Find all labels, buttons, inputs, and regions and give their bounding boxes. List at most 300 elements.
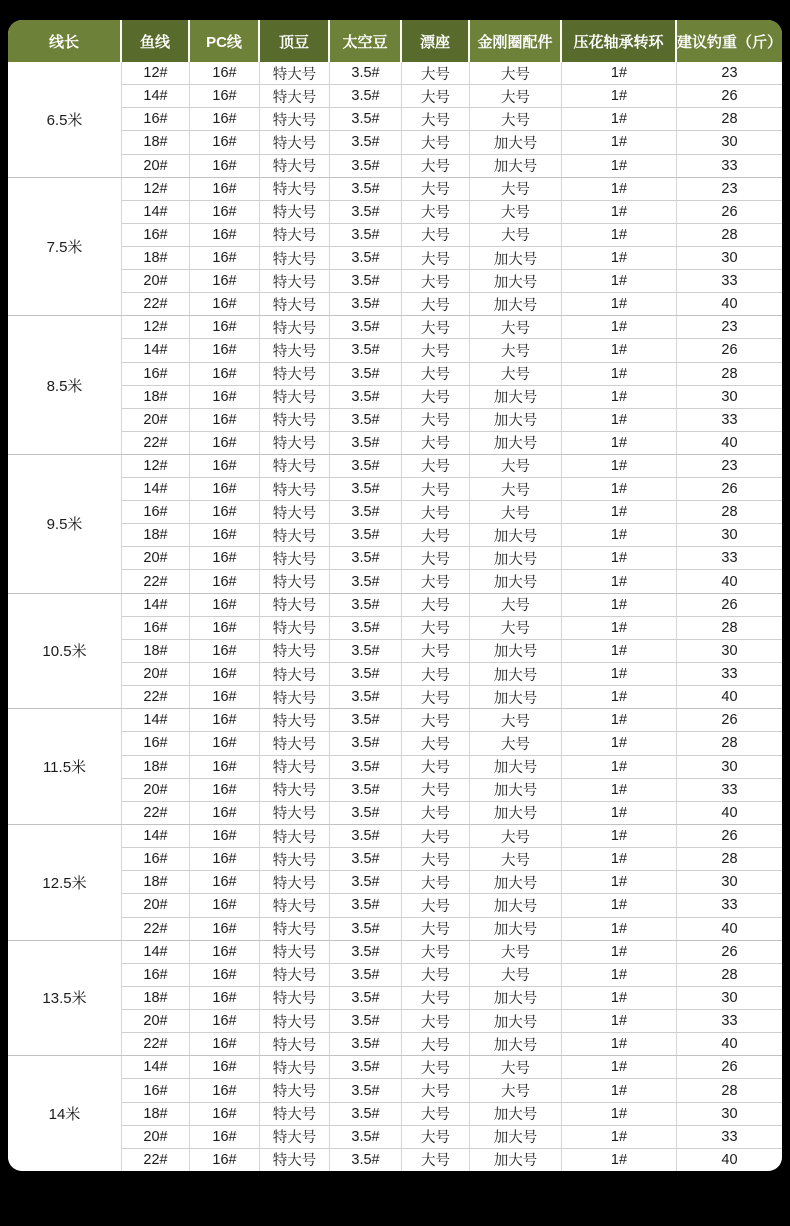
spec-cell: 大号 <box>402 201 470 223</box>
spec-cell: 特大号 <box>260 918 330 940</box>
spec-cell: 1# <box>562 825 677 847</box>
spec-cell: 16# <box>190 432 260 454</box>
spec-cell: 大号 <box>402 1033 470 1055</box>
spec-cell: 1# <box>562 62 677 84</box>
spec-cell: 大号 <box>402 663 470 685</box>
spec-cell: 1# <box>562 478 677 500</box>
spec-cell: 33 <box>677 894 782 916</box>
spec-cell: 大号 <box>470 825 562 847</box>
spec-cell: 3.5# <box>330 478 402 500</box>
spec-cell: 12# <box>122 455 190 477</box>
spec-cell: 22# <box>122 1149 190 1171</box>
spec-cell: 33 <box>677 1010 782 1032</box>
group-rows <box>122 455 782 593</box>
spec-cell: 加大号 <box>470 894 562 916</box>
spec-cell: 大号 <box>402 894 470 916</box>
spec-cell: 大号 <box>402 594 470 616</box>
spec-cell: 特大号 <box>260 779 330 801</box>
spec-cell: 20# <box>122 409 190 431</box>
spec-row <box>122 431 782 454</box>
spec-cell: 3.5# <box>330 848 402 870</box>
spec-cell: 加大号 <box>470 686 562 708</box>
spec-cell: 33 <box>677 155 782 177</box>
spec-cell: 特大号 <box>260 1033 330 1055</box>
spec-row <box>122 1078 782 1101</box>
spec-cell: 26 <box>677 201 782 223</box>
spec-cell: 3.5# <box>330 1010 402 1032</box>
spec-cell: 大号 <box>470 1079 562 1101</box>
spec-cell: 20# <box>122 270 190 292</box>
header-cell-1: 鱼线 <box>122 20 190 62</box>
spec-cell: 14# <box>122 339 190 361</box>
spec-cell: 大号 <box>402 918 470 940</box>
spec-cell: 加大号 <box>470 779 562 801</box>
spec-row <box>122 639 782 662</box>
spec-cell: 16# <box>190 802 260 824</box>
spec-cell: 1# <box>562 802 677 824</box>
spec-cell: 大号 <box>402 1149 470 1171</box>
group-rows <box>122 709 782 824</box>
header-cell-0: 线长 <box>8 20 122 62</box>
spec-row <box>122 801 782 824</box>
spec-cell: 大号 <box>402 871 470 893</box>
spec-cell: 1# <box>562 1010 677 1032</box>
spec-cell: 1# <box>562 293 677 315</box>
spec-cell: 16# <box>190 108 260 130</box>
spec-cell: 1# <box>562 524 677 546</box>
spec-cell: 16# <box>190 1126 260 1148</box>
group-length-cell: 14米 <box>8 1056 122 1171</box>
spec-cell: 18# <box>122 756 190 778</box>
spec-cell: 1# <box>562 709 677 731</box>
spec-cell: 28 <box>677 617 782 639</box>
spec-cell: 大号 <box>402 547 470 569</box>
spec-row <box>122 1032 782 1055</box>
spec-cell: 特大号 <box>260 987 330 1009</box>
spec-cell: 20# <box>122 1010 190 1032</box>
spec-cell: 大号 <box>402 478 470 500</box>
spec-cell: 特大号 <box>260 501 330 523</box>
spec-cell: 1# <box>562 316 677 338</box>
spec-group <box>8 940 782 1056</box>
spec-cell: 16# <box>190 201 260 223</box>
spec-cell: 大号 <box>402 270 470 292</box>
spec-cell: 特大号 <box>260 663 330 685</box>
spec-row <box>122 755 782 778</box>
spec-cell: 特大号 <box>260 455 330 477</box>
spec-row <box>122 292 782 315</box>
spec-cell: 28 <box>677 1079 782 1101</box>
spec-cell: 1# <box>562 108 677 130</box>
spec-cell: 16# <box>190 547 260 569</box>
spec-cell: 3.5# <box>330 802 402 824</box>
spec-cell: 特大号 <box>260 524 330 546</box>
spec-cell: 1# <box>562 1149 677 1171</box>
spec-cell: 大号 <box>470 617 562 639</box>
spec-cell: 大号 <box>470 224 562 246</box>
spec-cell: 大号 <box>470 501 562 523</box>
group-rows <box>122 594 782 709</box>
spec-cell: 22# <box>122 918 190 940</box>
spec-row <box>122 455 782 477</box>
spec-cell: 33 <box>677 270 782 292</box>
group-rows <box>122 62 782 177</box>
header-cell-2: PC线 <box>190 20 260 62</box>
spec-cell: 特大号 <box>260 1126 330 1148</box>
group-rows <box>122 941 782 1056</box>
spec-cell: 大号 <box>402 409 470 431</box>
spec-cell: 大号 <box>402 640 470 662</box>
spec-cell: 14# <box>122 478 190 500</box>
spec-cell: 16# <box>190 686 260 708</box>
spec-cell: 大号 <box>402 779 470 801</box>
spec-cell: 3.5# <box>330 85 402 107</box>
spec-cell: 1# <box>562 617 677 639</box>
spec-cell: 3.5# <box>330 224 402 246</box>
spec-cell: 大号 <box>402 1126 470 1148</box>
spec-row <box>122 941 782 963</box>
spec-cell: 1# <box>562 732 677 754</box>
spec-cell: 16# <box>190 825 260 847</box>
spec-cell: 3.5# <box>330 131 402 153</box>
spec-cell: 特大号 <box>260 825 330 847</box>
spec-cell: 18# <box>122 524 190 546</box>
group-rows <box>122 825 782 940</box>
spec-cell: 20# <box>122 894 190 916</box>
spec-cell: 3.5# <box>330 732 402 754</box>
spec-cell: 3.5# <box>330 686 402 708</box>
spec-cell: 3.5# <box>330 501 402 523</box>
spec-cell: 1# <box>562 848 677 870</box>
spec-cell: 特大号 <box>260 1149 330 1171</box>
spec-cell: 16# <box>190 524 260 546</box>
spec-cell: 40 <box>677 1033 782 1055</box>
spec-cell: 1# <box>562 1079 677 1101</box>
header-cell-7: 压花轴承转环 <box>562 20 677 62</box>
spec-cell: 特大号 <box>260 941 330 963</box>
spec-cell: 大号 <box>402 131 470 153</box>
spec-cell: 16# <box>190 732 260 754</box>
spec-cell: 1# <box>562 339 677 361</box>
spec-cell: 大号 <box>402 455 470 477</box>
spec-group <box>8 1055 782 1171</box>
spec-row <box>122 778 782 801</box>
spec-row <box>122 870 782 893</box>
table-header <box>8 20 782 62</box>
spec-cell: 23 <box>677 62 782 84</box>
spec-cell: 加大号 <box>470 663 562 685</box>
spec-cell: 22# <box>122 432 190 454</box>
spec-cell: 16# <box>190 871 260 893</box>
spec-cell: 大号 <box>470 85 562 107</box>
spec-cell: 1# <box>562 640 677 662</box>
spec-cell: 1# <box>562 455 677 477</box>
spec-cell: 3.5# <box>330 62 402 84</box>
spec-cell: 1# <box>562 178 677 200</box>
spec-cell: 26 <box>677 709 782 731</box>
spec-cell: 12# <box>122 178 190 200</box>
spec-cell: 16# <box>190 848 260 870</box>
spec-cell: 28 <box>677 732 782 754</box>
spec-cell: 大号 <box>402 1010 470 1032</box>
spec-cell: 16# <box>122 964 190 986</box>
spec-cell: 大号 <box>402 941 470 963</box>
spec-cell: 特大号 <box>260 871 330 893</box>
spec-cell: 3.5# <box>330 178 402 200</box>
spec-cell: 1# <box>562 663 677 685</box>
spec-cell: 大号 <box>402 224 470 246</box>
spec-cell: 22# <box>122 293 190 315</box>
spec-cell: 16# <box>190 1056 260 1078</box>
spec-cell: 特大号 <box>260 732 330 754</box>
spec-cell: 加大号 <box>470 640 562 662</box>
spec-cell: 3.5# <box>330 987 402 1009</box>
spec-cell: 特大号 <box>260 409 330 431</box>
spec-cell: 3.5# <box>330 547 402 569</box>
spec-cell: 特大号 <box>260 386 330 408</box>
spec-cell: 1# <box>562 1103 677 1125</box>
spec-cell: 40 <box>677 432 782 454</box>
spec-cell: 1# <box>562 155 677 177</box>
spec-cell: 18# <box>122 131 190 153</box>
spec-cell: 16# <box>190 964 260 986</box>
spec-cell: 特大号 <box>260 316 330 338</box>
spec-row <box>122 1056 782 1078</box>
spec-cell: 40 <box>677 686 782 708</box>
group-length-cell: 6.5米 <box>8 62 122 177</box>
spec-row <box>122 200 782 223</box>
spec-cell: 3.5# <box>330 155 402 177</box>
spec-table <box>8 20 782 1171</box>
spec-cell: 16# <box>190 501 260 523</box>
spec-cell: 1# <box>562 941 677 963</box>
spec-cell: 3.5# <box>330 247 402 269</box>
spec-cell: 特大号 <box>260 201 330 223</box>
spec-row <box>122 408 782 431</box>
spec-cell: 1# <box>562 964 677 986</box>
spec-cell: 特大号 <box>260 570 330 592</box>
spec-cell: 大号 <box>402 62 470 84</box>
spec-cell: 3.5# <box>330 663 402 685</box>
spec-cell: 30 <box>677 987 782 1009</box>
spec-cell: 33 <box>677 547 782 569</box>
spec-cell: 特大号 <box>260 247 330 269</box>
spec-cell: 1# <box>562 247 677 269</box>
group-rows <box>122 1056 782 1171</box>
spec-cell: 特大号 <box>260 894 330 916</box>
spec-cell: 3.5# <box>330 386 402 408</box>
spec-cell: 大号 <box>470 848 562 870</box>
spec-cell: 16# <box>122 848 190 870</box>
spec-row <box>122 269 782 292</box>
spec-cell: 特大号 <box>260 85 330 107</box>
spec-cell: 14# <box>122 594 190 616</box>
spec-cell: 大号 <box>402 825 470 847</box>
spec-cell: 大号 <box>470 941 562 963</box>
spec-cell: 加大号 <box>470 1010 562 1032</box>
spec-cell: 3.5# <box>330 524 402 546</box>
spec-cell: 3.5# <box>330 201 402 223</box>
spec-cell: 3.5# <box>330 825 402 847</box>
spec-cell: 特大号 <box>260 293 330 315</box>
spec-cell: 20# <box>122 155 190 177</box>
spec-cell: 16# <box>190 663 260 685</box>
spec-group <box>8 62 782 177</box>
spec-cell: 14# <box>122 1056 190 1078</box>
spec-cell: 18# <box>122 247 190 269</box>
spec-cell: 16# <box>190 409 260 431</box>
spec-cell: 大号 <box>470 594 562 616</box>
spec-cell: 大号 <box>402 732 470 754</box>
spec-cell: 40 <box>677 570 782 592</box>
spec-row <box>122 986 782 1009</box>
spec-cell: 特大号 <box>260 178 330 200</box>
spec-cell: 3.5# <box>330 1033 402 1055</box>
spec-cell: 加大号 <box>470 547 562 569</box>
spec-cell: 16# <box>122 617 190 639</box>
spec-cell: 18# <box>122 640 190 662</box>
spec-cell: 加大号 <box>470 918 562 940</box>
spec-cell: 大号 <box>402 432 470 454</box>
spec-row <box>122 130 782 153</box>
spec-cell: 3.5# <box>330 964 402 986</box>
spec-cell: 大号 <box>470 108 562 130</box>
spec-cell: 特大号 <box>260 964 330 986</box>
spec-cell: 16# <box>122 363 190 385</box>
spec-cell: 大号 <box>402 316 470 338</box>
spec-cell: 特大号 <box>260 131 330 153</box>
spec-cell: 1# <box>562 1126 677 1148</box>
spec-cell: 特大号 <box>260 1079 330 1101</box>
spec-cell: 3.5# <box>330 594 402 616</box>
spec-cell: 14# <box>122 709 190 731</box>
spec-cell: 大号 <box>402 964 470 986</box>
spec-cell: 大号 <box>470 339 562 361</box>
header-cell-5: 漂座 <box>402 20 470 62</box>
spec-cell: 23 <box>677 316 782 338</box>
spec-row <box>122 385 782 408</box>
spec-cell: 16# <box>190 640 260 662</box>
spec-cell: 大号 <box>402 178 470 200</box>
spec-cell: 30 <box>677 386 782 408</box>
spec-cell: 大号 <box>470 201 562 223</box>
spec-cell: 特大号 <box>260 709 330 731</box>
spec-cell: 26 <box>677 339 782 361</box>
spec-cell: 22# <box>122 1033 190 1055</box>
spec-cell: 3.5# <box>330 709 402 731</box>
spec-cell: 3.5# <box>330 941 402 963</box>
spec-cell: 1# <box>562 409 677 431</box>
spec-row <box>122 594 782 616</box>
spec-cell: 大号 <box>402 247 470 269</box>
spec-cell: 1# <box>562 1056 677 1078</box>
spec-cell: 大号 <box>470 1056 562 1078</box>
spec-cell: 16# <box>190 1149 260 1171</box>
spec-cell: 30 <box>677 640 782 662</box>
spec-row <box>122 616 782 639</box>
spec-cell: 30 <box>677 524 782 546</box>
spec-cell: 大号 <box>470 732 562 754</box>
spec-cell: 特大号 <box>260 432 330 454</box>
spec-cell: 特大号 <box>260 339 330 361</box>
spec-row <box>122 362 782 385</box>
spec-cell: 40 <box>677 293 782 315</box>
spec-cell: 16# <box>190 594 260 616</box>
spec-cell: 3.5# <box>330 293 402 315</box>
spec-cell: 28 <box>677 501 782 523</box>
spec-cell: 16# <box>190 224 260 246</box>
spec-cell: 大号 <box>402 617 470 639</box>
spec-row <box>122 709 782 731</box>
spec-cell: 16# <box>190 247 260 269</box>
spec-cell: 加大号 <box>470 524 562 546</box>
spec-cell: 16# <box>190 709 260 731</box>
spec-row <box>122 662 782 685</box>
spec-cell: 大号 <box>402 501 470 523</box>
spec-cell: 40 <box>677 802 782 824</box>
spec-cell: 大号 <box>402 339 470 361</box>
spec-cell: 特大号 <box>260 686 330 708</box>
spec-cell: 22# <box>122 570 190 592</box>
spec-cell: 26 <box>677 594 782 616</box>
spec-row <box>122 178 782 200</box>
spec-cell: 大号 <box>402 85 470 107</box>
group-length-cell: 7.5米 <box>8 178 122 316</box>
spec-cell: 3.5# <box>330 339 402 361</box>
spec-cell: 14# <box>122 825 190 847</box>
spec-group <box>8 315 782 454</box>
spec-cell: 大号 <box>470 455 562 477</box>
spec-cell: 大号 <box>402 848 470 870</box>
spec-cell: 特大号 <box>260 802 330 824</box>
spec-cell: 16# <box>190 155 260 177</box>
spec-cell: 大号 <box>402 1079 470 1101</box>
spec-cell: 1# <box>562 224 677 246</box>
spec-cell: 特大号 <box>260 848 330 870</box>
spec-cell: 16# <box>190 1033 260 1055</box>
spec-cell: 16# <box>190 1103 260 1125</box>
spec-cell: 18# <box>122 386 190 408</box>
spec-cell: 26 <box>677 1056 782 1078</box>
spec-cell: 40 <box>677 918 782 940</box>
spec-cell: 大号 <box>402 756 470 778</box>
spec-cell: 特大号 <box>260 108 330 130</box>
spec-cell: 大号 <box>470 964 562 986</box>
spec-row <box>122 246 782 269</box>
spec-row <box>122 477 782 500</box>
spec-cell: 14# <box>122 941 190 963</box>
spec-cell: 加大号 <box>470 802 562 824</box>
spec-cell: 3.5# <box>330 455 402 477</box>
spec-cell: 22# <box>122 802 190 824</box>
spec-cell: 20# <box>122 663 190 685</box>
spec-row <box>122 1148 782 1171</box>
spec-cell: 22# <box>122 686 190 708</box>
group-length-cell: 11.5米 <box>8 709 122 824</box>
spec-cell: 1# <box>562 987 677 1009</box>
header-cell-8: 建议钓重（斤） <box>677 20 782 62</box>
spec-cell: 18# <box>122 871 190 893</box>
spec-cell: 16# <box>122 224 190 246</box>
spec-cell: 加大号 <box>470 432 562 454</box>
spec-cell: 16# <box>190 85 260 107</box>
spec-cell: 3.5# <box>330 108 402 130</box>
spec-cell: 特大号 <box>260 547 330 569</box>
spec-cell: 20# <box>122 779 190 801</box>
spec-cell: 16# <box>190 617 260 639</box>
spec-cell: 16# <box>190 386 260 408</box>
spec-cell: 加大号 <box>470 155 562 177</box>
